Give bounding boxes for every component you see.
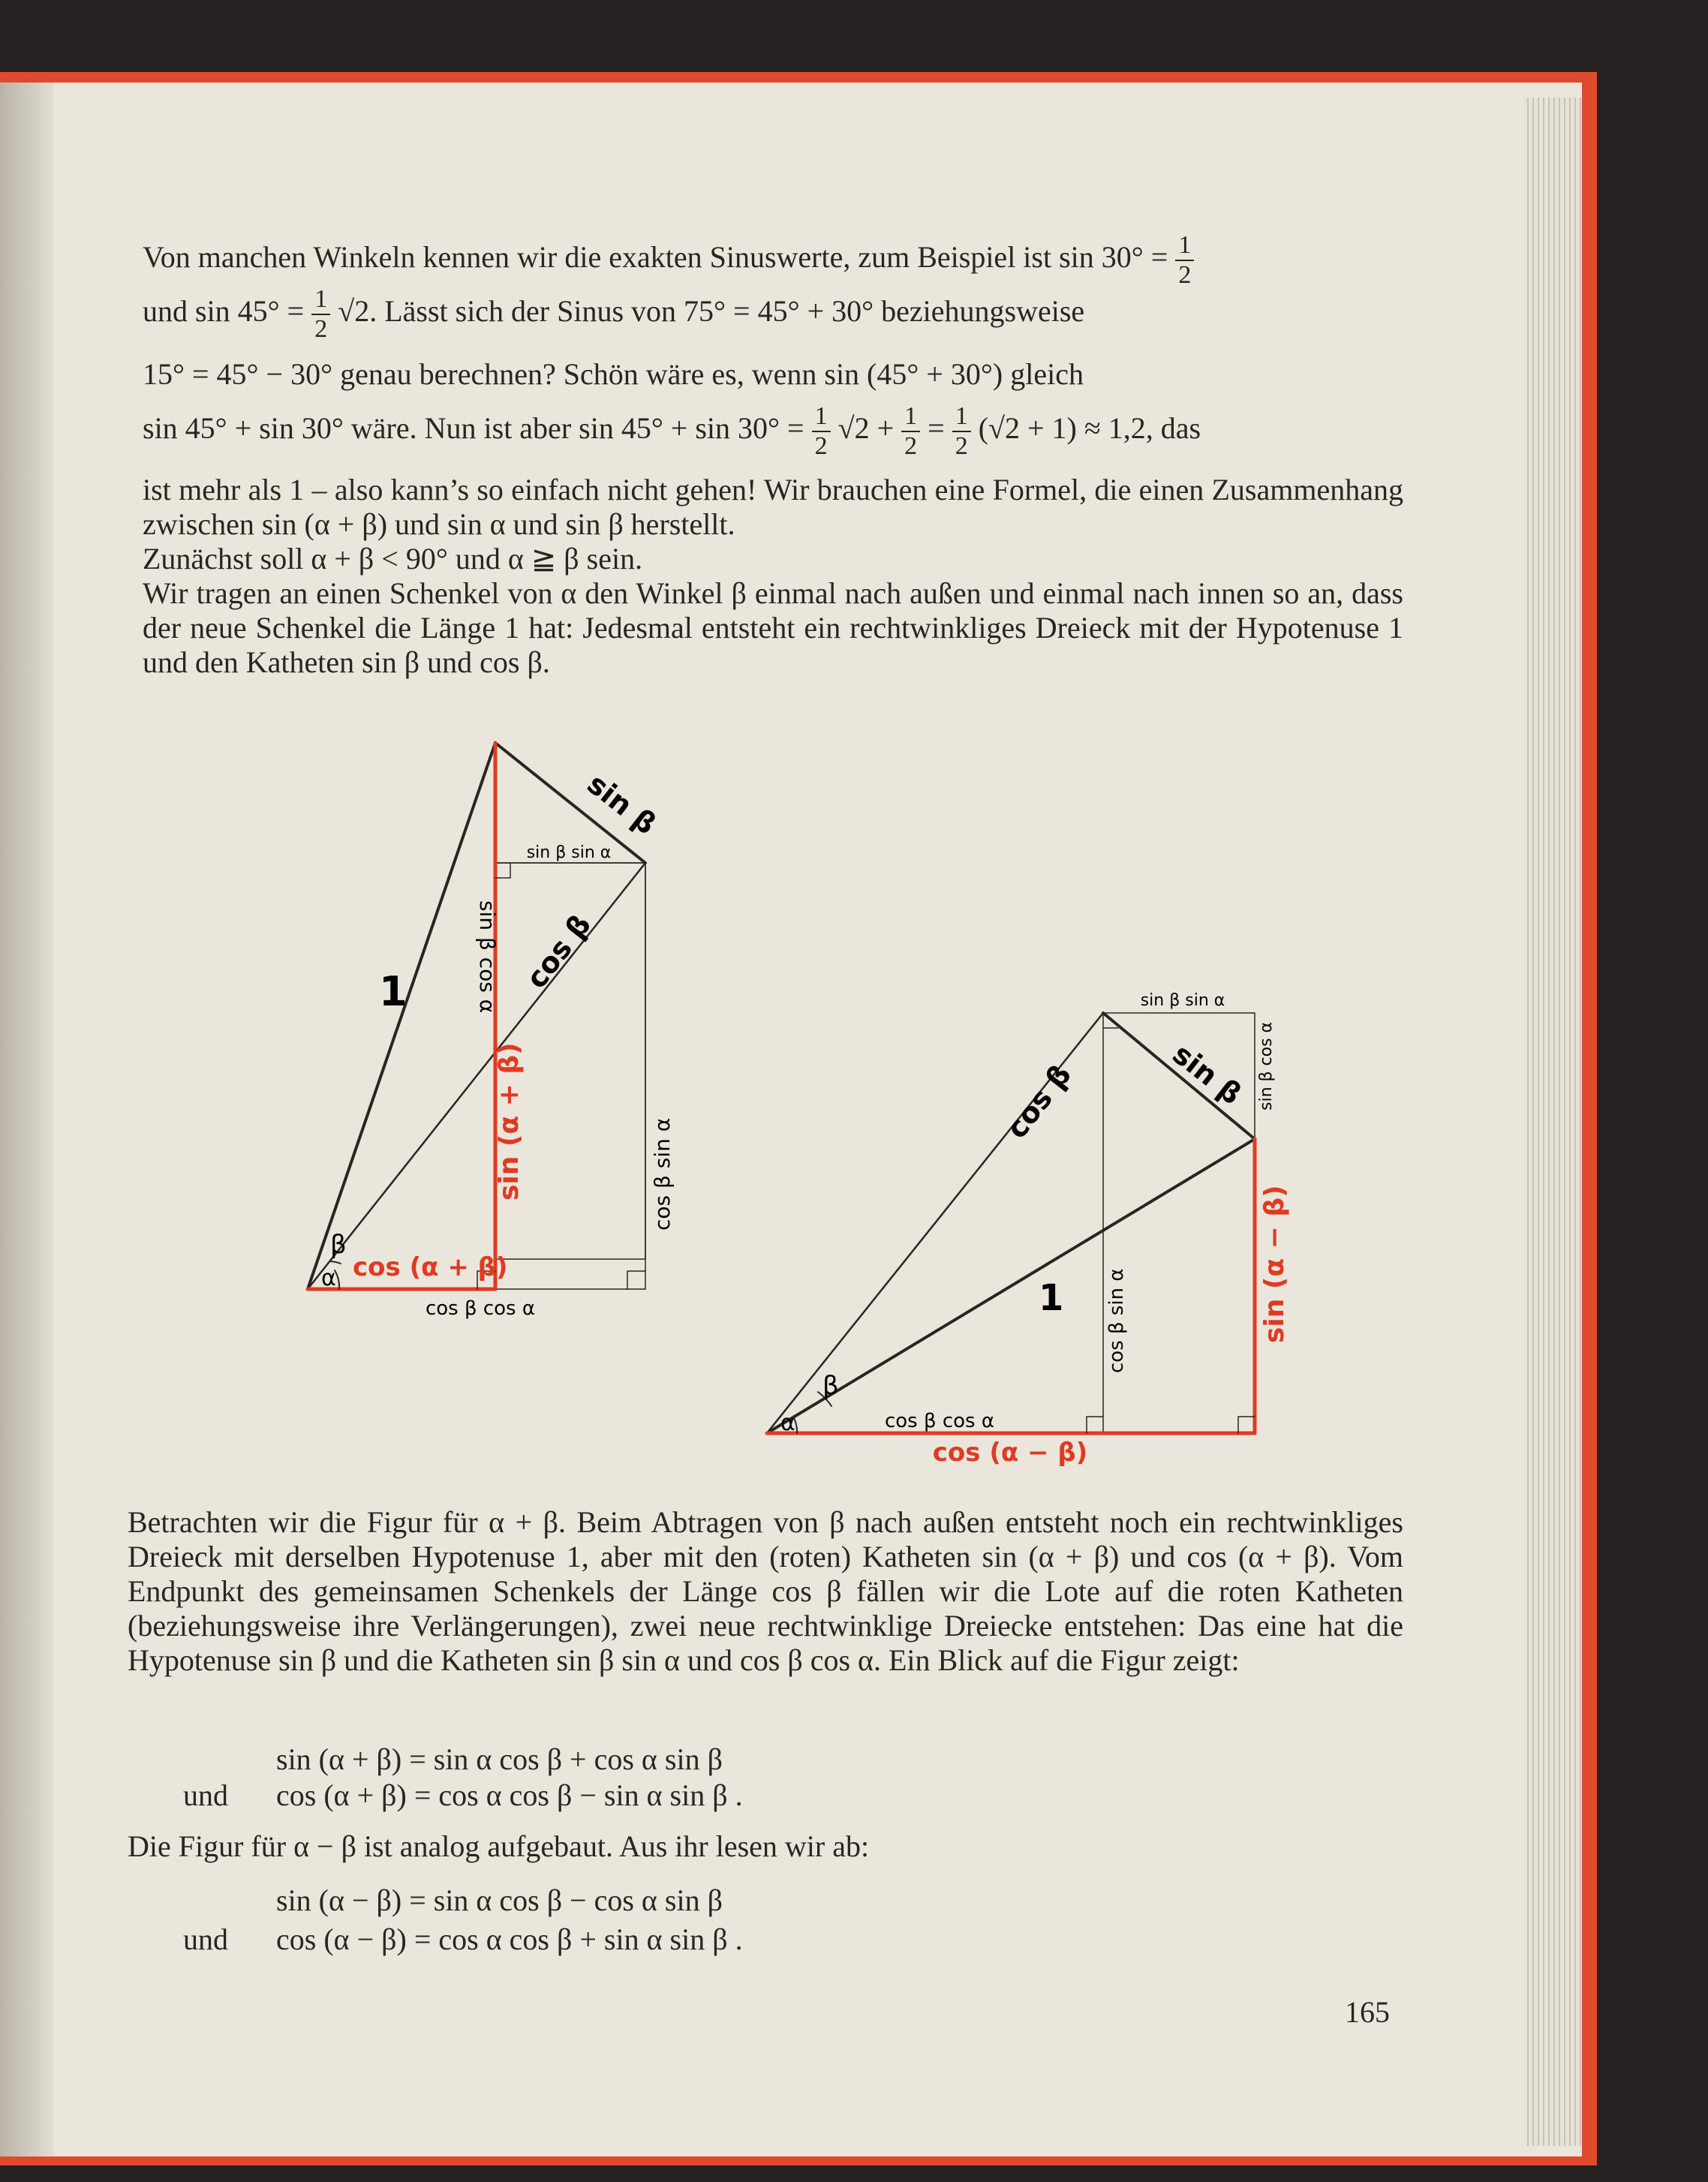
left-label-sinb: sin β [581,767,663,841]
formula-cos-sum: cos (α + β) = cos α cos β − sin α sin β . [276,1778,743,1812]
right-label-one: 1 [1039,1277,1064,1319]
right-label-sinb-sina: sin β sin α [1140,991,1225,1010]
p1-line3: 15° = 45° − 30° genau berechnen? Schön wäre es, wenn sin (45° + 30°) gleich [143,357,1084,391]
left-label-one: 1 [379,968,407,1015]
right-label-cosb-sina: cos β sin α [1105,1268,1128,1373]
paragraph-5: Die Figur für α − β ist analog aufgebaut. Aus ihr lesen wir ab: [128,1829,870,1863]
left-label-cosb-cosa: cos β cos α [425,1297,536,1320]
left-right-angle-mark [495,863,510,878]
figure-alpha-plus-beta [308,743,675,1320]
left-label-beta: β [330,1230,347,1260]
figure-alpha-minus-beta [767,991,1290,1468]
right-label-cos-amb: cos (α − β) [932,1438,1088,1468]
paragraph-3: Wir tragen an einen Schenkel von α den Winkel β einmal nach außen und einmal nach innen so an, dass der neue Schenkel die Länge 1 hat: Jedesmal entsteht ein rechtwinkliges Dreieck mit der Hypotenuse 1 und den Katheten sin β und cos β. [143,576,1403,679]
p1-line4: sin 45° + sin 30° wäre. Nun ist aber sin 45° + sin 30° = $\frac{1}{2}$ √2 + $\frac{1}{2}$ = $\frac{1}{2}$ (√2 + 1) ≈ 1,2, das [143,402,1201,460]
formula-und: und [183,1922,228,1956]
paragraph-4: Betrachten wir die Figur für α + β. Beim Abtragen von β nach außen entsteht noch ein rechtwinkliges Dreieck mit derselben Hypotenuse 1, aber mit den (roten) Katheten sin (α + β) und cos (α + β). Vom Endpunkt des gemeinsamen Schenkels der Länge cos β fällen wir die Lote auf die roten Katheten (beziehungsweise ihre Verlängerungen), zwei neue rechtwinklige Dreiecke entstehen: Das eine hat die Hypotenuse sin β und die Katheten sin β sin α und cos β cos α. Ein Blick auf die Figur zeigt: [128,1505,1403,1677]
paragraph-2: Zunächst soll α + β < 90° und α ≧ β sein. [143,542,643,576]
left-hypotenuse-1 [308,743,495,1289]
fraction-one-half: $\frac{1}{2}$ [952,402,971,461]
left-label-cosb-sina: cos β sin α [650,1117,675,1231]
left-label-cos-apb: cos (α + β) [353,1252,508,1282]
fraction-one-half: $\frac{1}{2}$ [901,402,920,461]
left-label-sinb-cosa: sin β cos α [475,900,500,1014]
fraction-one-half: $\frac{1}{2}$ [812,402,831,461]
left-label-sin-apb: sin (α + β) [494,1042,525,1201]
right-hypotenuse-1 [767,1139,1255,1433]
formula-cos-diff: cos (α − β) = cos α cos β + sin α sin β . [276,1922,743,1956]
right-label-alpha: α [780,1410,795,1436]
right-label-cosb: cos β [1000,1058,1078,1145]
formula-und: und [183,1778,228,1812]
p1-rest: ist mehr als 1 – also kann’s so einfach nicht gehen! Wir brauchen eine Formel, die einen Zusammenhang zwischen sin (α + β) und sin α und sin β herstellt. [143,473,1403,541]
right-right-angle-mark [1087,1417,1103,1433]
right-label-sinb-cosa: sin β cos α [1257,1021,1276,1111]
page-number: 165 [1345,1995,1390,2029]
formula-sin-sum: sin (α + β) = sin α cos β + cos α sin β [276,1742,723,1776]
formula-sin-diff: sin (α − β) = sin α cos β − cos α sin β [276,1883,723,1917]
right-right-angle-mark [1238,1417,1255,1433]
p1-line2: und sin 45° = $\frac{1}{2}$ √2. Lässt sich der Sinus von 75° = 45° + 30° beziehungsweise [143,285,1085,343]
figures [0,720,1708,1501]
left-label-cosb: cos β [519,908,597,995]
right-label-sin-amb: sin (α − β) [1259,1185,1290,1343]
left-label-alpha: α [321,1265,336,1291]
right-label-beta: β [822,1371,839,1401]
right-label-sinb: sin β [1166,1037,1248,1111]
left-right-angle-mark [627,1271,645,1289]
p1-line1: Von manchen Winkeln kennen wir die exakten Sinuswerte, zum Beispiel ist sin 30° = $\frac{1}{2}$ [143,231,1194,290]
left-label-sinb-sina: sin β sin α [526,843,612,862]
right-label-cosb-cosa: cos β cos α [884,1410,995,1432]
fraction-one-half: $\frac{1}{2}$ [311,285,330,344]
left-beta-arc [330,1261,341,1264]
fraction-one-half: $\frac{1}{2}$ [1175,231,1194,290]
